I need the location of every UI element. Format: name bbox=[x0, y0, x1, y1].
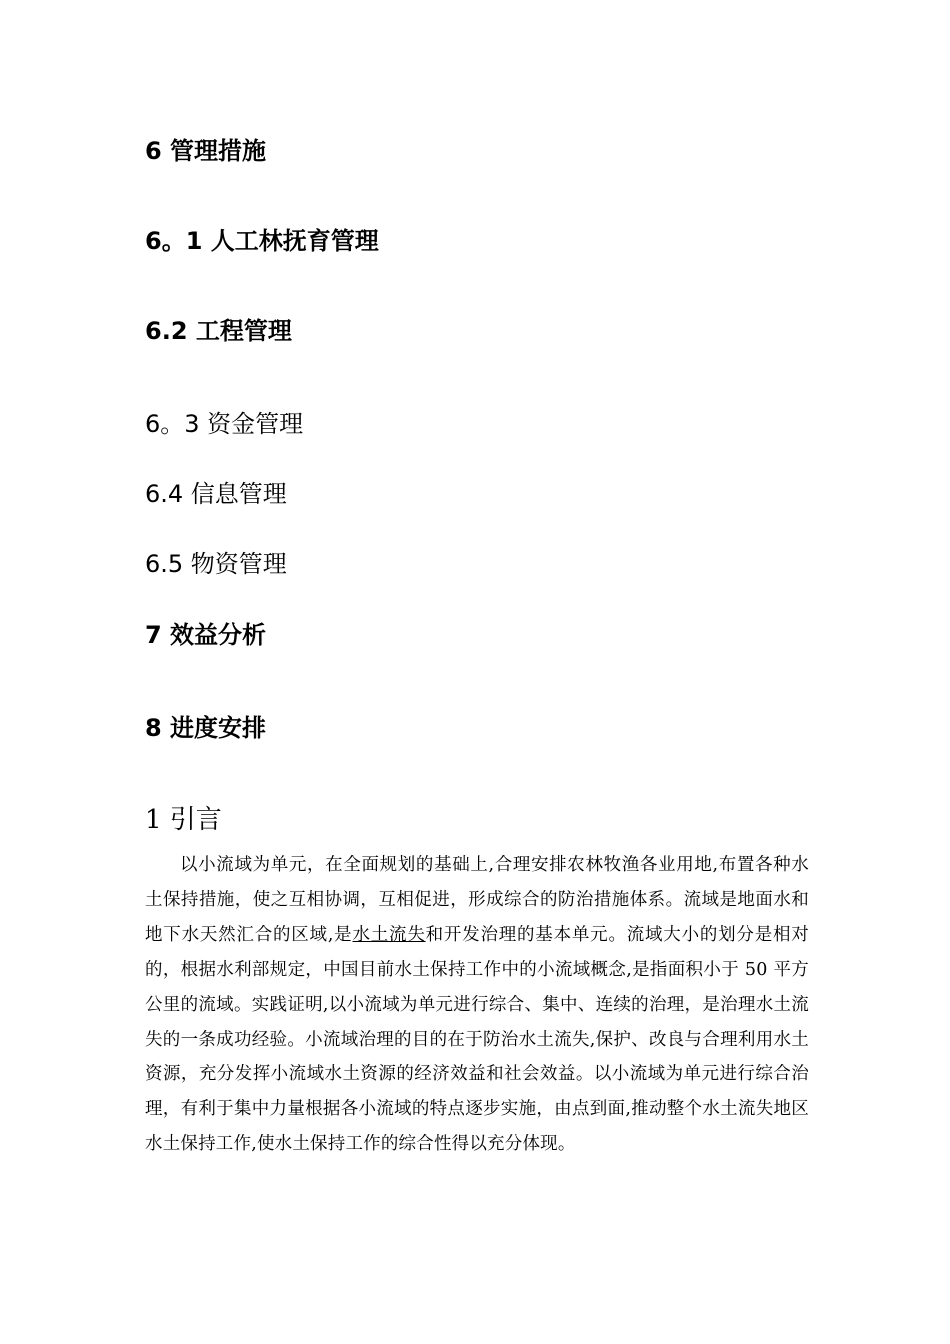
heading-6-4-information: 6.4 信息管理 bbox=[145, 480, 287, 508]
heading-6-5-materials: 6.5 物资管理 bbox=[145, 550, 287, 578]
heading-8-schedule: 8 进度安排 bbox=[145, 714, 267, 742]
heading-6-2-engineering: 6.2 工程管理 bbox=[145, 317, 292, 345]
heading-6-3-funds: 6。3 资金管理 bbox=[145, 410, 304, 438]
heading-6-1-plantation-tending: 6。1 人工林抚育管理 bbox=[145, 227, 379, 255]
heading-7-benefit-analysis: 7 效益分析 bbox=[145, 621, 267, 649]
heading-6-management-measures: 6 管理措施 bbox=[145, 137, 267, 165]
paragraph-text-part-2: 和开发治理的基本单元。流域大小的划分是相对的，根据水利部规定，中国目前水土保持工作中的小流域概念,是指面积小于 50 平方公里的流域。实践证明,以小流域为单元进行综合、集中、连续的治理，是治理水土流失的一条成功经验。小流域治理的目的在于防治水土流失,保护、改良与合理利用水土资源，充分发挥小流域水土资源的经济效益和社会效益。以小流域为单元进行综合治理，有利于集中力量根据各小流域的特点逐步实施，由点到面,推动整个水土流失地区水土保持工作,使水土保持工作的综合性得以充分体现。 bbox=[145, 924, 809, 1155]
soil-erosion-link[interactable]: 水土流失 bbox=[352, 924, 426, 945]
section-title-introduction: 1 引言 bbox=[145, 805, 222, 835]
introduction-paragraph bbox=[145, 848, 809, 1162]
paragraph-text-part-1: 以小流域为单元，在全面规划的基础上,合理安排农林牧渔各业用地,布置各种水土保持措施，使之互相协调，互相促进，形成综合的防治措施体系。流域是地面水和地下水天然汇合的区域,是 bbox=[145, 855, 809, 945]
